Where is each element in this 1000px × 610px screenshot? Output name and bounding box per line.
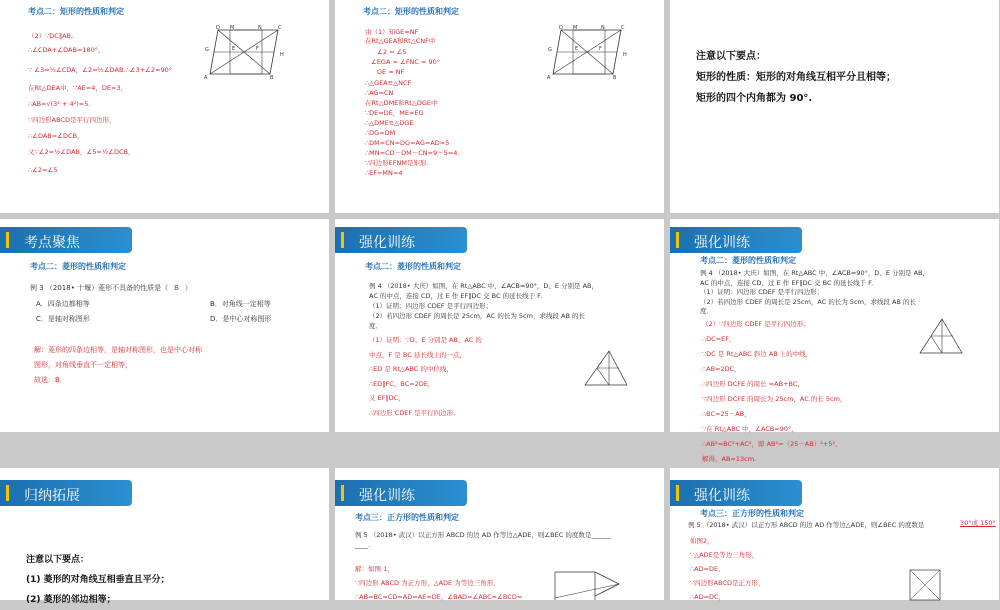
slide-title: 强化训练 [359,235,415,251]
line: 矩形的四个内角都为 90°. [696,93,813,104]
line: 例 4 （2018• 大庆）如图，在 Rt△ABC 中，∠ACB=90°，D、E 分别是 AB， [369,282,599,290]
slide-6[interactable] [670,219,999,463]
line: 如图2， [690,537,714,545]
line: 矩形的性质：矩形的对角线互相平分且相等； [696,72,896,83]
line: 解得，AB=13cm. [702,455,757,463]
line: 解：如图 1， [355,565,394,573]
slide-title: 强化训练 [359,488,415,504]
question-blank: ____. [355,541,371,549]
line: GE = NF [377,68,405,76]
solution-text [702,317,846,467]
line: ∴MN=CD－DM－CN=9－5=4. [365,149,460,157]
tab-accent [676,485,679,501]
line: 解：菱形的四条边相等，是轴对称图形，也是中心对称 [34,346,202,354]
triangle-figure [916,315,970,357]
notes-text [696,46,896,109]
parallelogram-figure [543,24,635,80]
line: ∴ED∥FC，BC=2DE， [369,379,435,388]
section-heading: 考点二：菱形的性质和判定 [365,262,461,271]
line: 例 4 （2018• 大庆）如图，在 Rt△ABC 中，∠ACB=90°，D、E 分别是 AB， [700,269,930,277]
option-b: B．对角线一定相等 [210,300,271,308]
svg-text:B: B [613,75,617,81]
line: ∴AB=BC=CD=AD=AE=DE，∠BAD=∠ABC=∠BCD= [355,593,523,601]
solution-text [34,343,202,388]
answer: 30°或 150° [960,519,996,527]
tab-accent [6,232,9,248]
question-text: 例 5 （2018• 武汉）以正方形 ABCD 的边 AD 作等边△ADE，则∠BEC 的度数是______ [355,531,611,539]
line: 又 EF∥DC， [369,394,405,402]
svg-text:A: A [204,75,208,81]
question [700,269,929,317]
slide-9[interactable] [670,468,999,600]
slide-title-tab [0,227,132,253]
svg-text:E: E [232,46,236,52]
slide-title: 强化训练 [694,488,750,504]
tab-accent [341,485,344,501]
question [369,281,598,331]
section-heading: 考点二：矩形的性质和判定 [363,7,459,16]
line: ∴AB=2DC， [702,365,741,373]
svg-text:G: G [205,47,209,53]
svg-text:N: N [258,25,262,31]
section-heading: 考点三：正方形的性质和判定 [700,509,804,518]
question-text: 例 3 （2018• 十堰）菱形不具备的性质是（ [30,284,169,292]
question-close: ） [184,284,192,292]
svg-text:C: C [621,25,625,31]
slide-5[interactable] [335,219,664,432]
svg-text:D: D [559,25,563,31]
line: 度． [700,307,713,315]
svg-text:C: C [278,25,282,31]
option-c: C．是轴对称图形 [36,315,90,323]
line: ∴AD=DC， [690,593,726,601]
question [30,283,192,293]
slide-title-tab [335,227,467,253]
slide-title: 考点聚焦 [24,235,80,251]
tab-accent [6,485,9,501]
line: ∵四边形EFNM是矩形. [365,159,429,167]
line: 度． [369,322,382,330]
line: ∴AB=√(3² + 4²)=5. [28,100,91,108]
line: ∵四边形ABCD是平行四边形， [28,116,116,124]
svg-text:F: F [599,46,602,52]
option-d: D．是中心对称图形 [210,315,272,323]
line: (1) 菱形的对角线互相垂直且平分； [26,575,170,585]
line: ∵四边形 ABCD 为正方形，△ADE 为等边三角形， [355,579,500,587]
line: 在Rt△DME和Rt△DGE中 [365,99,438,107]
line: （2）∵四边形 CDEF 是平行四边形； [702,320,810,328]
tab-accent [341,232,344,248]
line: ∴AD=DE， [690,565,725,573]
line: 图形，对角线垂直不一定相等， [34,361,132,369]
slide-title: 强化训练 [694,235,750,251]
line: ∵四边形ABCD是正方形， [690,579,765,587]
line: AC 的中点，连接 CD，过 E 作 EF∥DC 交 BC 的延长线于 F． [369,292,548,300]
line: ∠2 = ∠5 [377,48,407,56]
line: 在Rt△GEA和Rt△CNF中 [365,37,436,45]
solution-text [28,32,218,182]
line: 由（1）知GE=NF [365,28,419,36]
line: （2）∵DC∥AB, [28,32,74,40]
solution-text [690,534,764,604]
line: （1）证明：∵D、E 分别是 AB、AC 的 [369,336,482,344]
svg-text:D: D [216,25,220,31]
option-a: A．四条边都相等 [36,300,90,308]
line: ∴BC=25－AB， [702,410,751,418]
line: ∴ED 是 Rt△ABC 的中位线， [369,365,453,373]
slide-3[interactable] [670,0,999,213]
line: (2) 菱形的邻边相等； [26,595,116,605]
line: ∵△ADE是等边三角形， [690,551,759,559]
slide-title-tab [670,227,802,253]
svg-text:H: H [280,52,284,58]
line: AC 的中点，连接 CD，过 E 作 EF∥DC 交 BC 的延长线于 F． [700,278,879,287]
section-heading: 考点三：正方形的性质和判定 [355,513,459,522]
svg-text:G: G [548,47,552,53]
svg-text:M: M [230,25,235,31]
question-text: 例 5 （2018• 武汉）以正方形 ABCD 的边 AD 作等边△ADE，则∠BEC 的度数是 [688,521,925,529]
slide-title-tab [0,480,132,506]
line: ∴DG=DM [365,129,396,137]
question [355,530,611,550]
slide-4[interactable] [0,219,329,432]
tab-accent [676,232,679,248]
line: 又∵∠2=½∠DAB，∠5=½∠DCB， [28,148,135,156]
svg-text:M: M [573,25,578,31]
square-figure [906,566,946,600]
line: ∠EGA = ∠FNC = 90° [371,58,441,66]
slide-title: 归纳拓展 [24,488,80,504]
line: 故选：B． [34,376,67,384]
line: ∴四边形 DCFE 的周长 =AB+BC， [702,380,804,388]
svg-text:F: F [256,46,259,52]
line: ∴EF=MN=4 [365,169,403,177]
svg-text:N: N [601,25,605,31]
line: ∴∠CDA+∠DAB=180°， [28,46,105,54]
svg-text:B: B [270,75,274,81]
line: ∴△GEA≌△NCF [365,79,412,87]
slide-8[interactable] [335,468,664,600]
answer: B [174,284,179,292]
line: （2）若四边形 CDEF 的周长是 25cm，AC 的长为 5cm，求线段 AB 的长 [369,312,585,320]
line: ∴DM=CN=DG=AG=AD=5 [365,139,450,147]
svg-text:E: E [575,46,579,52]
line: （2）若四边形 CDEF 的周长是 25cm，AC 的长为 5cm，求线段 AB 的长 [700,297,916,306]
svg-text:A: A [547,75,551,81]
section-heading: 考点二：菱形的性质和判定 [700,256,796,265]
line: ∴△DME≌△DGE [365,119,414,127]
line: 注意以下要点： [26,555,90,565]
svg-text:H: H [623,52,627,58]
line: （1）证明：四边形 CDEF 是平行四边形； [369,302,493,310]
section-heading: 考点二：矩形的性质和判定 [28,7,124,16]
line: ∵ ∠3=½∠CDA，∠2=½∠DAB.∴∠3+∠2=90° [28,66,172,74]
parallelogram-figure [200,24,292,80]
line: ∵在 Rt△ABC 中，∠ACB=90°， [702,425,798,433]
line: ∵四边形 DCFE 的周长为 25cm，AC 的长 5cm， [702,395,847,403]
line: ∵DC 是 Rt△ABC 斜边 AB 上的中线， [702,350,813,358]
square-figure [545,568,625,600]
line: 注意以下要点： [696,51,766,62]
line: 在Rt△DEA中，∵AE=4，DE=3， [28,84,128,92]
notes-text [26,550,170,610]
solution-text [365,28,545,188]
slide-2[interactable] [335,0,664,213]
line: ∴∠2=∠5 [28,166,58,174]
line: ∴AG=CN [365,89,394,97]
line: 中点，F 是 BC 延长线上的一点， [369,350,466,359]
line: ∴四边形 CDEF 是平行四边形． [369,408,460,417]
section-heading: 考点二：菱形的性质和判定 [30,262,126,271]
line: ∴∠DAB=∠DCB， [28,132,84,140]
line: ∴AB²=BC²+AC²，即 AB²=（25－AB）²+5²， [702,440,842,448]
slide-title-tab [670,480,802,506]
line: （1）证明：四边形 CDEF 是平行四边形； [700,288,824,296]
triangle-figure [579,347,633,389]
solution-text [355,562,522,604]
line: ∴DC=EF， [702,335,736,343]
solution-text [369,333,482,420]
slide-7[interactable] [0,468,329,605]
slide-title-tab [335,480,467,506]
slide-1[interactable] [0,0,329,213]
line: ∵DE=DE，ME=EG [365,109,424,117]
